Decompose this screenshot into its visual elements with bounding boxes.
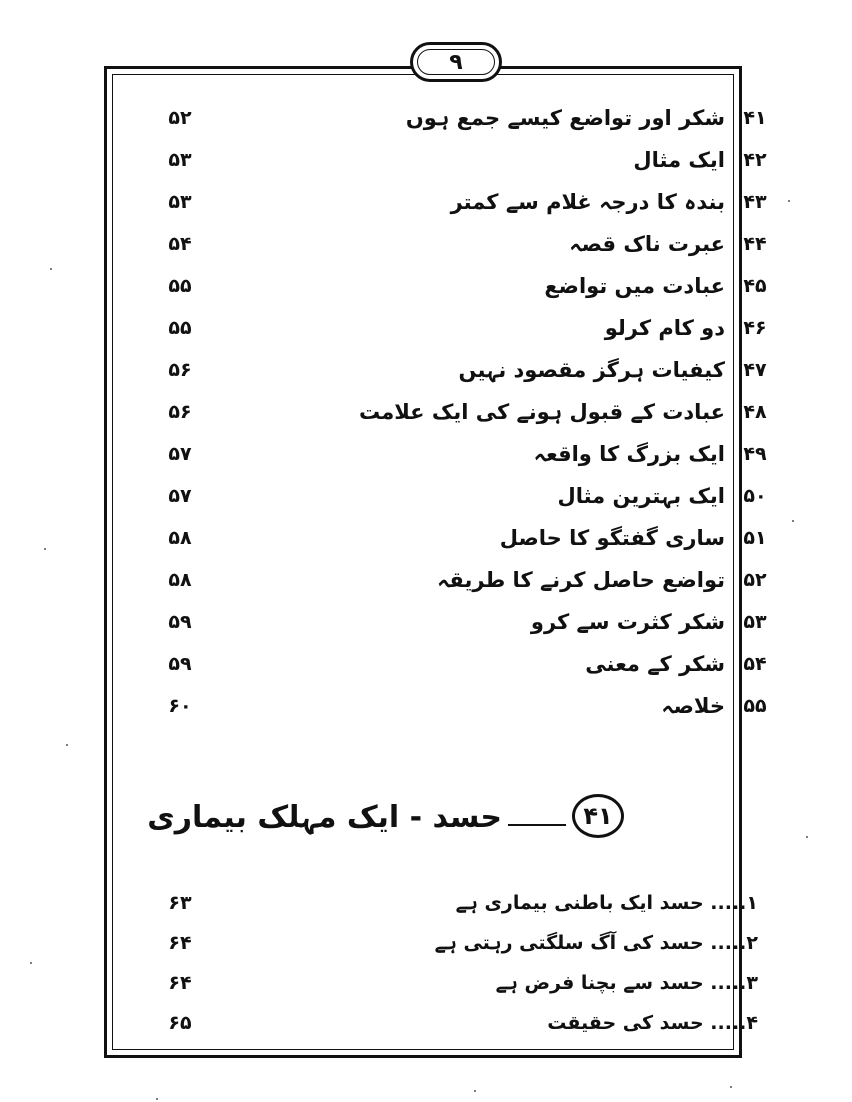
toc-page-number: ۵۲ [168, 107, 192, 129]
toc-title: ایک بزرگ کا واقعہ [533, 442, 725, 466]
toc-row [140, 478, 780, 514]
toc-title: شکر اور تواضع کیسے جمع ہوں [405, 106, 725, 130]
toc-row [140, 604, 780, 640]
toc-title: بندہ کا درجہ غلام سے کمتر [450, 190, 725, 214]
toc-page-number: ۵۵ [168, 275, 192, 297]
subtoc-title: ۲..... حسد کی آگ سلگتی رہتی ہے [434, 932, 758, 954]
page-number-badge [410, 42, 502, 82]
toc-row [140, 268, 780, 304]
subtoc-row [140, 926, 780, 960]
subtoc-title: ۱..... حسد ایک باطنی بیماری ہے [455, 892, 758, 914]
scan-speck [50, 268, 52, 270]
scan-speck [474, 1090, 476, 1092]
toc-title: کیفیات ہرگز مقصود نہیں [458, 358, 725, 382]
toc-page-number: ۵۹ [168, 653, 192, 675]
subtoc-page-number: ۶۴ [168, 932, 192, 954]
scan-speck [806, 836, 808, 838]
toc-title: ایک مثال [633, 148, 725, 172]
toc-page-number: ۵۵ [168, 317, 192, 339]
toc-item-number: ۴۴ [743, 233, 767, 255]
toc-item-number: ۴۸ [743, 401, 767, 423]
toc-page-number: ۵۶ [168, 359, 192, 381]
toc-item-number: ۴۲ [743, 149, 767, 171]
toc-row [140, 562, 780, 598]
toc-page-number: ۵۸ [168, 569, 192, 591]
scan-speck [730, 1086, 732, 1088]
toc-item-number: ۵۴ [743, 653, 767, 675]
scan-speck [788, 200, 790, 202]
toc-page-number: ۵۷ [168, 485, 192, 507]
subtoc-title: ۳..... حسد سے بچنا فرض ہے [495, 972, 758, 994]
chapter-number: ۴۱ [572, 794, 624, 838]
toc-row [140, 310, 780, 346]
toc-page-number: ۵۳ [168, 191, 192, 213]
toc-title: عبادت میں تواضع [544, 274, 725, 298]
toc-title: دو کام کرلو [604, 316, 725, 340]
toc-row [140, 520, 780, 556]
subtoc-row [140, 966, 780, 1000]
scan-speck [30, 962, 32, 964]
subtoc-page-number: ۶۵ [168, 1012, 192, 1034]
toc-page-number: ۵۸ [168, 527, 192, 549]
toc-page-number: ۶۰ [168, 695, 192, 717]
toc-row [140, 394, 780, 430]
toc-item-number: ۵۱ [743, 527, 767, 549]
scan-speck [792, 520, 794, 522]
chapter-heading [147, 788, 630, 848]
toc-item-number: ۵۲ [743, 569, 767, 591]
heading-dash [508, 824, 566, 826]
toc-item-number: ۴۹ [743, 443, 767, 465]
scan-speck [156, 1098, 158, 1100]
subtoc-page-number: ۶۴ [168, 972, 192, 994]
toc-item-number: ۴۷ [743, 359, 767, 381]
toc-page-number: ۵۷ [168, 443, 192, 465]
subtoc-title: ۴..... حسد کی حقیقت [547, 1012, 758, 1034]
subtoc-row [140, 886, 780, 920]
scan-speck [44, 548, 46, 550]
toc-title: ساری گفتگو کا حاصل [499, 526, 725, 550]
toc-title: ایک بہترین مثال [557, 484, 725, 508]
toc-row [140, 226, 780, 262]
toc-row [140, 142, 780, 178]
toc-row [140, 646, 780, 682]
toc-page-number: ۵۶ [168, 401, 192, 423]
toc-title: عبادت کے قبول ہونے کی ایک علامت [358, 400, 725, 424]
toc-row [140, 688, 780, 724]
toc-page-number: ۵۴ [168, 233, 192, 255]
toc-row [140, 352, 780, 388]
toc-item-number: ۴۱ [743, 107, 767, 129]
toc-title: شکر کے معنی [585, 652, 725, 676]
toc-title: عبرت ناک قصہ [569, 232, 725, 256]
toc-item-number: ۴۶ [743, 317, 767, 339]
toc-title: خلاصہ [661, 694, 725, 718]
toc-item-number: ۵۳ [743, 611, 767, 633]
toc-item-number: ۴۳ [743, 191, 767, 213]
page-number: ۹ [417, 49, 495, 75]
scan-speck [66, 744, 68, 746]
toc-row [140, 100, 780, 136]
toc-item-number: ۴۵ [743, 275, 767, 297]
subtoc-page-number: ۶۳ [168, 892, 192, 914]
toc-title: تواضع حاصل کرنے کا طریقہ [437, 568, 725, 592]
chapter-title: حسد - ایک مہلک بیماری [147, 800, 502, 835]
toc-row [140, 436, 780, 472]
toc-title: شکر کثرت سے کرو [530, 610, 725, 634]
toc-item-number: ۵۵ [743, 695, 767, 717]
subtoc-row [140, 1006, 780, 1040]
toc-page-number: ۵۹ [168, 611, 192, 633]
toc-row [140, 184, 780, 220]
toc-page-number: ۵۳ [168, 149, 192, 171]
toc-item-number: ۵۰ [743, 485, 767, 507]
